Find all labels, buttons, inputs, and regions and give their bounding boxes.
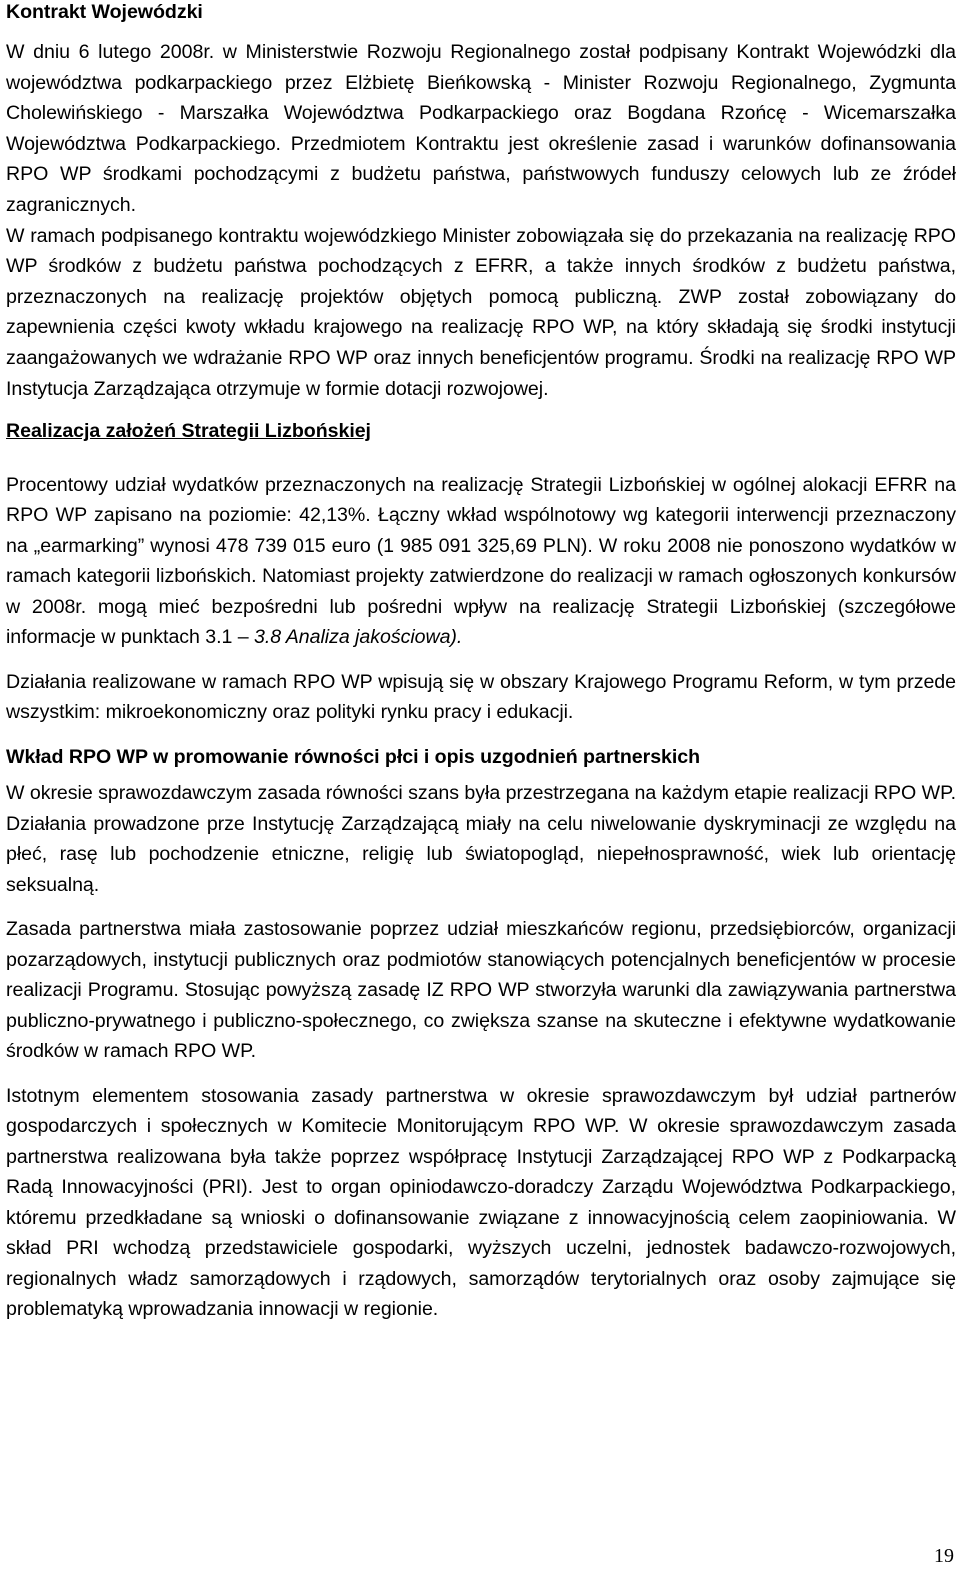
- reform-paragraph: Działania realizowane w ramach RPO WP wpisują się w obszary Krajowego Programu Reform, w tym przede wszystkim: mikroekonomiczny oraz polityki rynku pracy i edukacji.: [6, 670, 956, 724]
- equality-heading: Wkład RPO WP w promowanie równości płci i opis uzgodnień partnerskich: [6, 745, 701, 768]
- lisbon-paragraph-italic: 3.8 Analiza jakościowa).: [254, 626, 463, 649]
- intro-paragraph: W dniu 6 lutego 2008r. w Ministerstwie Rozwoju Regionalnego został podpisany Kontrakt Wojewódzki dla województwa podkarpackiego przez Elżbietę Bieńkowską - Minister Rozwoju Regionalnego, Zygmunta Cholewińskiego - Marszałka Województwa Podkarpackiego oraz Bogdana Rzońcę - Wicemarszałka Województwa Podkarpackiego. Przedmiotem Kontraktu jest określenie zasad i warunków dofinansowania RPO WP środkami pochodzącymi z budżetu państwa, państwowych funduszy celowych lub ze źródeł zagranicznych.: [6, 41, 956, 216]
- lisbon-paragraph: [6, 470, 956, 653]
- committee-paragraph: Istotnym elementem stosowania zasady partnerstwa w okresie sprawozdawczym był udział partnerów gospodarczych i społecznych w Komitecie Monitorującym RPO WP. W okresie sprawozdawczym zasada partnerstwa realizowana była także poprzez współpracę Instytucji Zarządzającej RPO WP z Podkarpacką Radą Innowacyjności (PRI). Jest to organ opiniodawczo-doradczy Zarządu Województwa Podkarpackiego, któremu przedkładane są wnioski o dofinansowanie związane z innowacyjnością celem zaopiniowania. W skład PRI wchodzą przedstawiciele gospodarki, wyższych uczelni, jednostek badawczo-rozwojowych, regionalnych władz samorządowych i rządowych, samorządów terytorialnych oraz osoby zajmujące się problematyką wprowadzania innowacji w regionie.: [6, 1084, 956, 1321]
- lisbon-paragraph-text: Procentowy udział wydatków przeznaczonych na realizację Strategii Lizbońskiej w ogólnej alokacji EFRR na RPO WP zapisano na poziomie: 42,13%. Łączny wkład wspólnotowy wg kategorii interwencji przeznaczony na „earmarking” wynosi 478 739 015 euro (1 985 091 325,69 PLN). W roku 2008 nie ponoszono wydatków w ramach kategorii lizbońskich. Natomiast projekty zatwierdzone do realizacji w ramach ogłoszonych konkursów w 2008r. mogą mieć bezpośredni lub pośredni wpływ na realizację Strategii Lizbońskiej (szczegółowe informacje w punktach 3.1 –: [6, 473, 956, 649]
- partnership-paragraph: Zasada partnerstwa miała zastosowanie poprzez udział mieszkańców regionu, przedsiębiorców, organizacji pozarządowych, instytucji publicznych oraz podmiotów stanowiących potencjalnych beneficjentów w procesie realizacji Programu. Stosując powyższą zasadę IZ RPO WP stworzyła warunki dla zawiązywania partnerstwa publiczno-prywatnego i publiczno-społecznego, co zwiększa szanse na skuteczne i efektywne wydatkowanie środków w ramach RPO WP.: [6, 918, 956, 1063]
- section-title: Kontrakt Wojewódzki: [6, 1, 203, 23]
- lisbon-heading: Realizacja założeń Strategii Lizbońskiej: [6, 420, 371, 443]
- contract-paragraph: W ramach podpisanego kontraktu wojewódzkiego Minister zobowiązała się do przekazania na realizację RPO WP środków z budżetu państwa pochodzących z EFRR, a także innych środków z budżetu państwa, przeznaczonych na realizację projektów objętych pomocą publiczną. ZWP został zobowiązany do zapewnienia części kwoty wkładu krajowego na realizację RPO WP, na który składają się środki instytucji zaangażowanych we wdrażanie RPO WP oraz innych beneficjentów programu. Środki na realizację RPO WP Instytucja Zarządzająca otrzymuje w formie dotacji rozwojowej.: [6, 224, 956, 400]
- document-page: [6, 0, 956, 1325]
- equality-paragraph: W okresie sprawozdawczym zasada równości szans była przestrzegana na każdym etapie realizacji RPO WP. Działania prowadzone prze Instytucję Zarządzającą miały na celu niwelowanie dyskryminacji ze względu na płeć, rasę lub pochodzenie etniczne, religię lub światopogląd, niepełnosprawność, wiek lub orientację seksualną.: [6, 782, 956, 896]
- page-number: 19: [934, 1545, 954, 1567]
